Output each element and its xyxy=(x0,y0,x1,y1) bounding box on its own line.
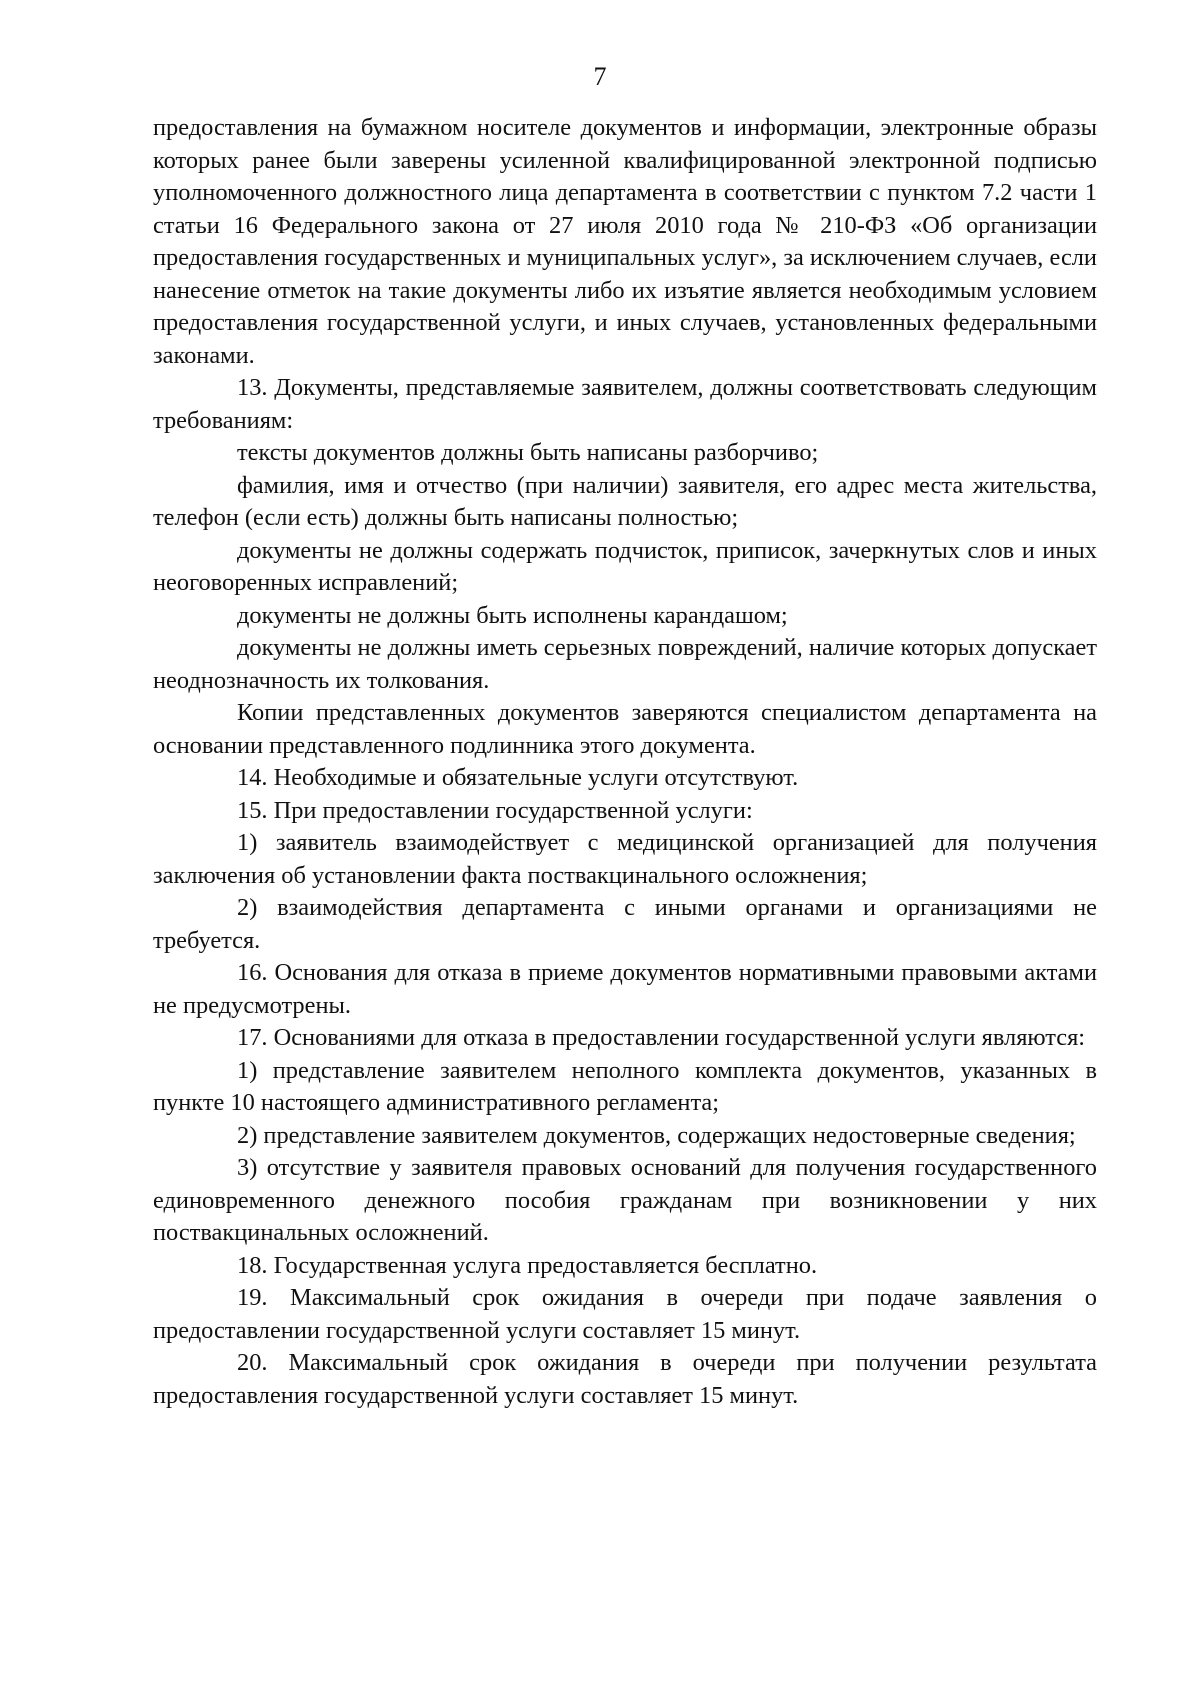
paragraph-13: 13. Документы, представляемые заявителем, должны соответствовать следующим требованиям: xyxy=(153,374,1097,434)
paragraph-17-item-1: 1) представление заявителем неполного комплекта документов, указанных в пункте 10 настоящего административного регламента; xyxy=(153,1056,1097,1116)
paragraph-18: 18. Государственная услуга предоставляется бесплатно. xyxy=(237,1251,818,1279)
paragraph-16: 16. Основания для отказа в приеме документов нормативными правовыми актами не предусмотрены. xyxy=(153,959,1097,1019)
paragraph-15-item-2: 2) взаимодействия департамента с иными органами и организациями не требуется. xyxy=(153,894,1097,954)
document-body xyxy=(153,112,1097,1412)
paragraph-13-requirement-full-name: фамилия, имя и отчество (при наличии) заявителя, его адрес места жительства, телефон (если есть) должны быть написаны полностью; xyxy=(153,471,1097,531)
paragraph-14: 14. Необходимые и обязательные услуги отсутствуют. xyxy=(237,764,799,791)
page-number: 7 xyxy=(593,62,607,91)
paragraph-15-item-1: 1) заявитель взаимодействует с медицинской организацией для получения заключения об установлении факта поствакцинального осложнения; xyxy=(153,829,1097,889)
paragraph-13-requirement-no-pencil: документы не должны быть исполнены карандашом; xyxy=(237,601,788,629)
paragraph-17-item-2: 2) представление заявителем документов, содержащих недостоверные сведения; xyxy=(237,1121,1076,1149)
paragraph-17-item-3: 3) отсутствие у заявителя правовых оснований для получения государственного единовременного денежного пособия гражданам при возникновении у них поствакцинальных осложнений. xyxy=(153,1154,1097,1246)
paragraph-20: 20. Максимальный срок ожидания в очереди при получении результата предоставления государственной услуги составляет 15 минут. xyxy=(153,1349,1097,1409)
paragraph-19: 19. Максимальный срок ожидания в очереди при подаче заявления о предоставлении государственной услуги составляет 15 минут. xyxy=(153,1284,1097,1344)
paragraph-13-requirement-no-corrections: документы не должны содержать подчисток, приписок, зачеркнутых слов и иных неоговоренных исправлений; xyxy=(153,536,1097,596)
paragraph-13-requirement-no-damage: документы не должны иметь серьезных повреждений, наличие которых допускает неоднозначность их толкования. xyxy=(153,634,1097,694)
paragraph-13-copies: Копии представленных документов заверяются специалистом департамента на основании представленного подлинника этого документа. xyxy=(153,699,1097,759)
paragraph-13-requirement-legible: тексты документов должны быть написаны разборчиво; xyxy=(237,439,819,466)
paragraph-17: 17. Основаниями для отказа в предоставлении государственной услуги являются: xyxy=(237,1024,1086,1051)
paragraph-15: 15. При предоставлении государственной услуги: xyxy=(237,796,753,824)
paragraph-continuation: предоставления на бумажном носителе документов и информации, электронные образы которых ранее были заверены усиленной квалифицированной электронной подписью уполномоченного должностного лица департамента в соответствии с пунктом 7.2 части 1 статьи 16 Федерального закона от 27 июля 2010 года № 210-ФЗ «Об организации предоставления государственных и муниципальных услуг», за исключением случаев, если нанесение отметок на такие документы либо их изъятие является необходимым условием предоставления государственной услуги, и иных случаев, установленных федеральными законами. xyxy=(153,114,1097,369)
